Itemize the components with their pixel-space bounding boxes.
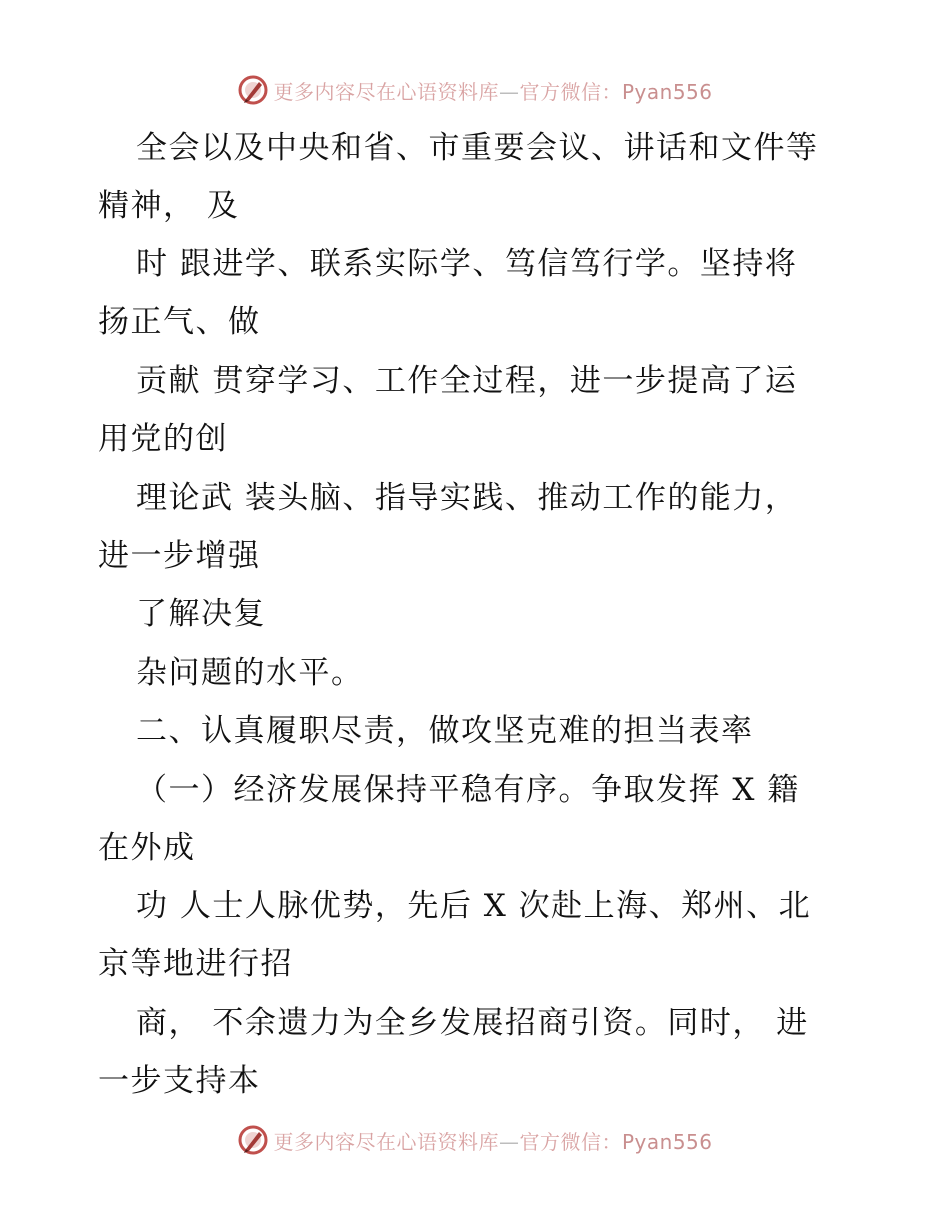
body-line: 时 跟进学、联系实际学、笃信笃行学。坚持将 <box>136 246 798 282</box>
watermark-main-text: 更多内容尽在心语资料库 <box>273 79 499 104</box>
watermark-id: Pyan556 <box>621 79 713 104</box>
section-heading: 二、认真履职尽责，做攻坚克难的担当表率 <box>136 713 754 749</box>
body-line: 功 人士人脉优势，先后 X 次赴上海、郑州、北 <box>136 888 812 924</box>
watermark-main-text: 更多内容尽在心语资料库 <box>273 1129 499 1154</box>
body-line: 了解决复 <box>136 596 266 632</box>
body-line: 京等地进行招 <box>98 946 293 982</box>
body-line: 用党的创 <box>98 421 228 457</box>
body-line: 理论武 装头脑、指导实践、推动工作的能力， <box>136 480 798 516</box>
body-line: （一）经济发展保持平稳有序。争取发挥 X 籍 <box>136 772 800 808</box>
body-line: 扬正气、做 <box>98 304 261 340</box>
body-line: 商， 不余遗力为全乡发展招商引资。同时， 进 <box>136 1005 809 1041</box>
watermark-label: 官方微信： <box>519 79 622 104</box>
body-line: 全会以及中央和省、市重要会议、讲话和文件等 <box>136 130 819 166</box>
pen-logo-icon <box>237 1124 269 1156</box>
watermark-footer <box>0 1120 950 1160</box>
body-line: 杂问题的水平。 <box>136 655 364 691</box>
body-line: 贡献 贯穿学习、工作全过程，进一步提高了运 <box>136 363 798 399</box>
watermark-dash: — <box>498 1129 520 1154</box>
watermark-dash: — <box>498 79 520 104</box>
body-line: 精神， 及 <box>98 188 240 224</box>
body-line: 在外成 <box>98 830 196 866</box>
watermark-label: 官方微信： <box>519 1129 622 1154</box>
body-line: 一步支持本 <box>98 1063 261 1099</box>
body-line: 进一步增强 <box>98 538 261 574</box>
watermark-id: Pyan556 <box>621 1129 713 1154</box>
